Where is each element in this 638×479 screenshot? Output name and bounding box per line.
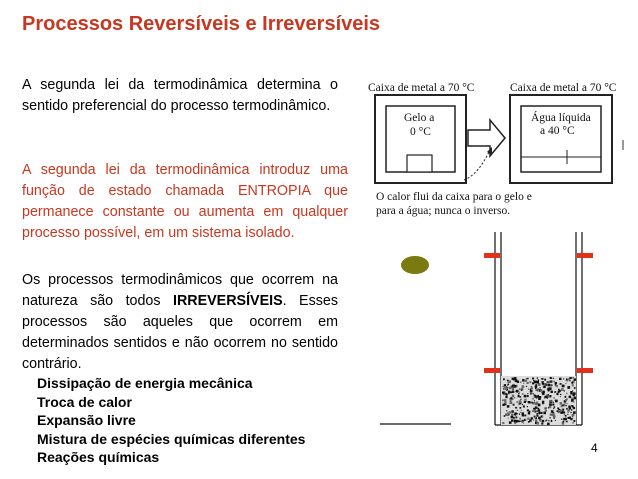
gas-particle <box>542 401 544 403</box>
gas-particle <box>538 412 540 414</box>
gas-particle <box>531 417 533 419</box>
heat-flow-arrow-icon <box>468 120 505 156</box>
gas-particle <box>549 406 552 409</box>
gas-particle <box>544 379 546 381</box>
gas-particle <box>525 399 526 400</box>
gas-particle <box>512 395 514 397</box>
gas-particle <box>522 404 523 405</box>
gas-particle <box>566 378 568 380</box>
gas-particle <box>567 409 569 411</box>
gas-particle <box>525 419 526 420</box>
gas-particle <box>553 378 554 379</box>
gas-particle <box>564 390 565 391</box>
gas-particle <box>545 410 547 412</box>
gas-particle <box>536 381 539 384</box>
gas-particle <box>563 404 565 406</box>
gas-particle <box>528 401 530 403</box>
dotted-pointer <box>464 150 490 180</box>
gas-particle <box>505 396 507 398</box>
gas-particle <box>547 423 550 426</box>
gas-particle <box>507 384 508 385</box>
gas-particle <box>528 389 529 390</box>
gas-particle <box>507 380 509 382</box>
gas-particle <box>511 414 514 417</box>
gas-particle <box>542 391 545 394</box>
gas-particle <box>555 382 557 384</box>
gas-particle <box>555 391 557 393</box>
left-box-label: Caixa de metal a 70 °C <box>368 82 475 94</box>
gas-particle <box>518 421 520 423</box>
caption-line-1: O calor flui da caixa para o gelo e <box>376 191 532 203</box>
gas-particle <box>546 395 547 396</box>
gas-particle <box>527 406 528 407</box>
gas-particle <box>519 418 521 420</box>
gas-particle <box>520 396 522 398</box>
stop-mark-left-bottom <box>484 368 500 373</box>
gas-particle <box>565 396 566 397</box>
gas-particle <box>514 385 517 388</box>
gas-particle <box>502 422 504 424</box>
gas-particle <box>571 382 573 384</box>
gas-particle <box>522 393 524 395</box>
gas-particle <box>556 393 558 395</box>
gas-particle <box>560 396 561 397</box>
gas-particle <box>533 419 534 420</box>
gas-particle <box>525 415 527 417</box>
gas-particle <box>565 405 566 406</box>
gas-particle <box>557 408 559 410</box>
gas-particle <box>569 379 571 381</box>
gas-particle <box>519 392 520 393</box>
gas-particle <box>506 393 508 395</box>
gas-particle <box>560 402 563 405</box>
gas-particle <box>534 402 535 403</box>
gas-particle <box>522 414 525 417</box>
gas-particle <box>559 378 561 380</box>
gas-particle <box>566 408 568 410</box>
gas-particle <box>522 385 525 388</box>
gas-particle <box>510 401 513 404</box>
paragraph-irreversible-pre: Os processos termodinâmicos que ocorrem na natureza são todos <box>22 272 338 309</box>
gas-particle <box>555 400 558 403</box>
gas-particle <box>572 416 573 417</box>
gas-particle <box>553 397 555 399</box>
gas-particle <box>560 410 562 412</box>
stop-mark-left-top <box>484 253 500 258</box>
paragraph-second-law: A segunda lei da termodinâmica determina o sentido preferencial do processo termodinâmico. <box>22 77 338 114</box>
gas-particle <box>544 386 546 388</box>
gas-particle <box>563 378 564 379</box>
gas-particle <box>551 391 553 393</box>
ice-cube <box>407 155 432 172</box>
gas-particle <box>504 415 506 417</box>
gas-particle <box>516 401 518 403</box>
gas-particle <box>530 393 532 395</box>
gas-particle <box>502 404 504 406</box>
gas-particle <box>542 403 543 404</box>
gas-particle <box>548 395 551 398</box>
gas-particle <box>517 381 520 384</box>
gas-particle <box>504 399 507 402</box>
heat-flow-figure <box>368 82 623 217</box>
gas-particle <box>571 399 573 401</box>
gas-particle <box>519 400 522 403</box>
stop-mark-right-bottom <box>577 368 593 373</box>
gas-particle <box>570 412 571 413</box>
gas-particle <box>502 392 504 394</box>
gas-particle <box>532 383 534 385</box>
gas-particle <box>548 420 549 421</box>
gas-particle <box>520 399 521 400</box>
gas-particle <box>537 391 538 392</box>
gas-particle <box>510 387 511 388</box>
gas-particle <box>506 410 507 411</box>
gas-particle <box>517 410 518 411</box>
gas-particle <box>562 422 564 424</box>
gas-particle <box>520 407 522 409</box>
gas-particle <box>567 414 568 415</box>
gas-particle <box>544 397 545 398</box>
gas-particle <box>524 395 527 398</box>
gas-particle <box>541 423 543 425</box>
list-item: Dissipação de energia mecânica <box>37 375 253 391</box>
gas-particle <box>538 409 540 411</box>
gas-particle <box>526 378 527 379</box>
gas-particle <box>542 420 544 422</box>
gas-particle <box>565 383 566 384</box>
gas-particle <box>524 401 526 403</box>
water-temp-label: a 40 °C <box>540 125 575 137</box>
gas-particle <box>527 393 528 394</box>
gas-particle <box>549 403 552 406</box>
gas-particle <box>571 409 572 410</box>
gas-particle <box>521 390 523 392</box>
gas-particle <box>519 388 521 390</box>
gas-particle <box>527 382 529 384</box>
gas-particle <box>536 410 538 412</box>
gas-particle <box>531 386 533 388</box>
particle-blob <box>401 256 429 274</box>
gas-particle <box>507 412 509 414</box>
gas-particle <box>532 410 534 412</box>
gas-particle <box>513 379 515 381</box>
gas-particle <box>534 400 535 401</box>
gas-particle <box>539 396 541 398</box>
gas-particle <box>528 421 530 423</box>
gas-particle <box>572 422 574 424</box>
gas-particle <box>548 388 550 390</box>
gas-particle <box>509 380 512 383</box>
gas-particle <box>543 403 544 404</box>
gas-particle <box>560 394 561 395</box>
gas-particle <box>516 390 519 393</box>
gas-particle <box>513 405 514 406</box>
irreversible-keyword: IRREVERSÍVEIS <box>172 293 283 309</box>
paragraph-irreversible-post: . Esses processos são aqueles que ocorrem em determinados sentidos e não ocorrem no sentido contrário. <box>22 293 338 372</box>
gas-particle <box>520 382 521 383</box>
gas-particle <box>508 393 509 394</box>
gas-particle <box>515 407 516 408</box>
gas-particle <box>569 396 572 399</box>
gas-particle <box>529 381 531 383</box>
gas-particle <box>535 385 538 388</box>
gas-particle <box>518 393 519 394</box>
gas-particle <box>520 412 521 413</box>
gas-particle <box>531 402 533 404</box>
gas-particle <box>558 389 559 390</box>
gas-particle <box>552 413 555 416</box>
gas-particle <box>572 414 575 417</box>
gas-particle <box>557 410 559 412</box>
gas-particle <box>545 420 546 421</box>
gas-particle <box>542 393 544 395</box>
gas-particle <box>537 395 539 397</box>
gas-particle <box>547 384 548 385</box>
gas-particle <box>510 397 512 399</box>
gas-particle <box>526 386 527 387</box>
gas-particle <box>541 416 543 418</box>
gas-particle <box>535 420 537 422</box>
gas-particle <box>513 417 514 418</box>
gas-particle <box>574 387 576 389</box>
gas-particle <box>561 419 562 420</box>
gas-particle <box>541 378 542 379</box>
gas-particle <box>519 414 520 415</box>
list-item: Expansão livre <box>37 412 136 428</box>
gas-particle <box>569 407 571 409</box>
gas-particle <box>537 413 539 415</box>
gas-particle <box>554 381 555 382</box>
gas-particle <box>530 390 533 393</box>
gas-particle <box>534 395 537 398</box>
gas-particle <box>542 383 544 385</box>
gas-particle <box>566 393 567 394</box>
gas-particle <box>550 400 552 402</box>
gas-particle <box>572 384 574 386</box>
list-item: Reações químicas <box>37 449 160 465</box>
gas-particle <box>568 412 569 413</box>
right-metal-box <box>510 95 612 183</box>
gas-particle <box>564 414 565 415</box>
gas-particle <box>514 420 517 423</box>
gas-particle <box>546 407 547 408</box>
gas-particle <box>535 406 537 408</box>
gas-particle <box>538 408 540 410</box>
gas-particle <box>512 389 514 391</box>
gas-particle <box>548 384 551 387</box>
gas-particle <box>570 418 572 420</box>
gas-particle <box>574 378 577 381</box>
gas-particle <box>503 386 505 388</box>
gas-particle <box>567 386 570 389</box>
gas-particle <box>529 411 531 413</box>
gas-particle <box>523 406 525 408</box>
gas-particle <box>533 380 534 381</box>
gas-particle <box>573 407 575 409</box>
gas-particle <box>562 409 564 411</box>
gas-particle <box>514 397 515 398</box>
caption-line-2: para a água; nunca o inverso. <box>376 205 511 217</box>
gas-particle <box>532 378 534 380</box>
gas-particle <box>538 379 540 381</box>
gas-particle <box>549 417 550 418</box>
gas-particle <box>505 402 507 404</box>
gas-particle <box>572 390 573 391</box>
gas-particle <box>521 420 522 421</box>
gas-particle <box>538 404 541 407</box>
gas-particle <box>550 381 552 383</box>
gas-particle <box>522 379 524 381</box>
paragraph-entropy: A segunda lei da termodinâmica introduz uma função de estado chamada ENTROPIA que permanece constante ou aumenta em qualquer processo possível, em um sistema isolado. <box>22 162 348 241</box>
gas-particle <box>554 406 556 408</box>
gas-particle <box>572 392 573 393</box>
gas-particle <box>536 422 539 425</box>
gas-particle <box>540 389 542 391</box>
gas-particle <box>527 378 529 380</box>
ice-label: Gelo a <box>404 112 435 124</box>
gas-particle <box>544 383 546 385</box>
gas-particle <box>540 387 541 388</box>
gas-particle <box>568 417 570 419</box>
gas-particle <box>560 383 562 385</box>
expansion-container <box>484 232 593 425</box>
page-number: 4 <box>591 441 598 455</box>
gas-particle <box>503 378 505 380</box>
gas-particle <box>525 380 527 382</box>
gas-particle <box>552 404 554 406</box>
gas-particle <box>553 408 554 409</box>
gas-particle <box>527 395 529 397</box>
slide-title: Processos Reversíveis e Irreversíveis <box>22 13 381 35</box>
ice-temp-label: 0 °C <box>410 126 431 138</box>
gas-particle <box>573 411 576 414</box>
gas-particle <box>512 385 513 386</box>
gas-particle <box>515 416 517 418</box>
gas-particle <box>551 421 553 423</box>
stop-mark-right-top <box>577 253 593 258</box>
gas-particle <box>561 413 562 414</box>
list-item: Mistura de espécies químicas diferentes <box>37 430 306 447</box>
gas-particle <box>536 415 538 417</box>
gas-particle <box>502 399 504 401</box>
gas-particle <box>533 393 534 394</box>
list-item: Troca de calor <box>37 393 132 410</box>
gas-particle <box>556 385 558 387</box>
gas-particle <box>523 423 524 424</box>
gas-particle <box>523 383 524 384</box>
gas-particle <box>547 382 548 383</box>
gas-particle <box>527 418 529 420</box>
gas-particle <box>563 421 565 423</box>
gas-particle <box>573 420 575 422</box>
gas-particle <box>573 392 576 395</box>
gas-particle <box>509 421 512 424</box>
gas-particle <box>550 377 552 379</box>
right-box-label: Caixa de metal a 70 °C <box>510 82 617 94</box>
gas-particle <box>534 417 536 419</box>
gas-particle <box>518 395 520 397</box>
gas-particle <box>566 421 568 423</box>
gas-particle <box>536 402 538 404</box>
gas-particle <box>532 398 534 400</box>
gas-particle <box>508 391 510 393</box>
gas-particle <box>565 418 567 420</box>
gas-particle <box>558 391 560 393</box>
gas-particle <box>555 420 556 421</box>
gas-particle <box>521 410 522 411</box>
gas-particle <box>512 410 514 412</box>
gas-particle <box>543 412 546 415</box>
gas-particle <box>507 405 510 408</box>
gas-particle <box>516 413 517 414</box>
gas-particle <box>508 418 509 419</box>
gas-particle <box>566 403 567 404</box>
gas-particle <box>550 413 552 415</box>
gas-particle <box>503 388 504 389</box>
gas-particle <box>553 402 554 403</box>
gas-particle <box>573 377 574 378</box>
gas-particle <box>540 412 542 414</box>
gas-particle <box>565 399 567 401</box>
gas-particle <box>538 417 541 420</box>
water-label: Água líquida <box>531 112 591 124</box>
gas-particle <box>515 413 516 414</box>
gas-particle <box>562 385 565 388</box>
gas-particle <box>537 377 538 378</box>
gas-particle <box>561 388 564 391</box>
